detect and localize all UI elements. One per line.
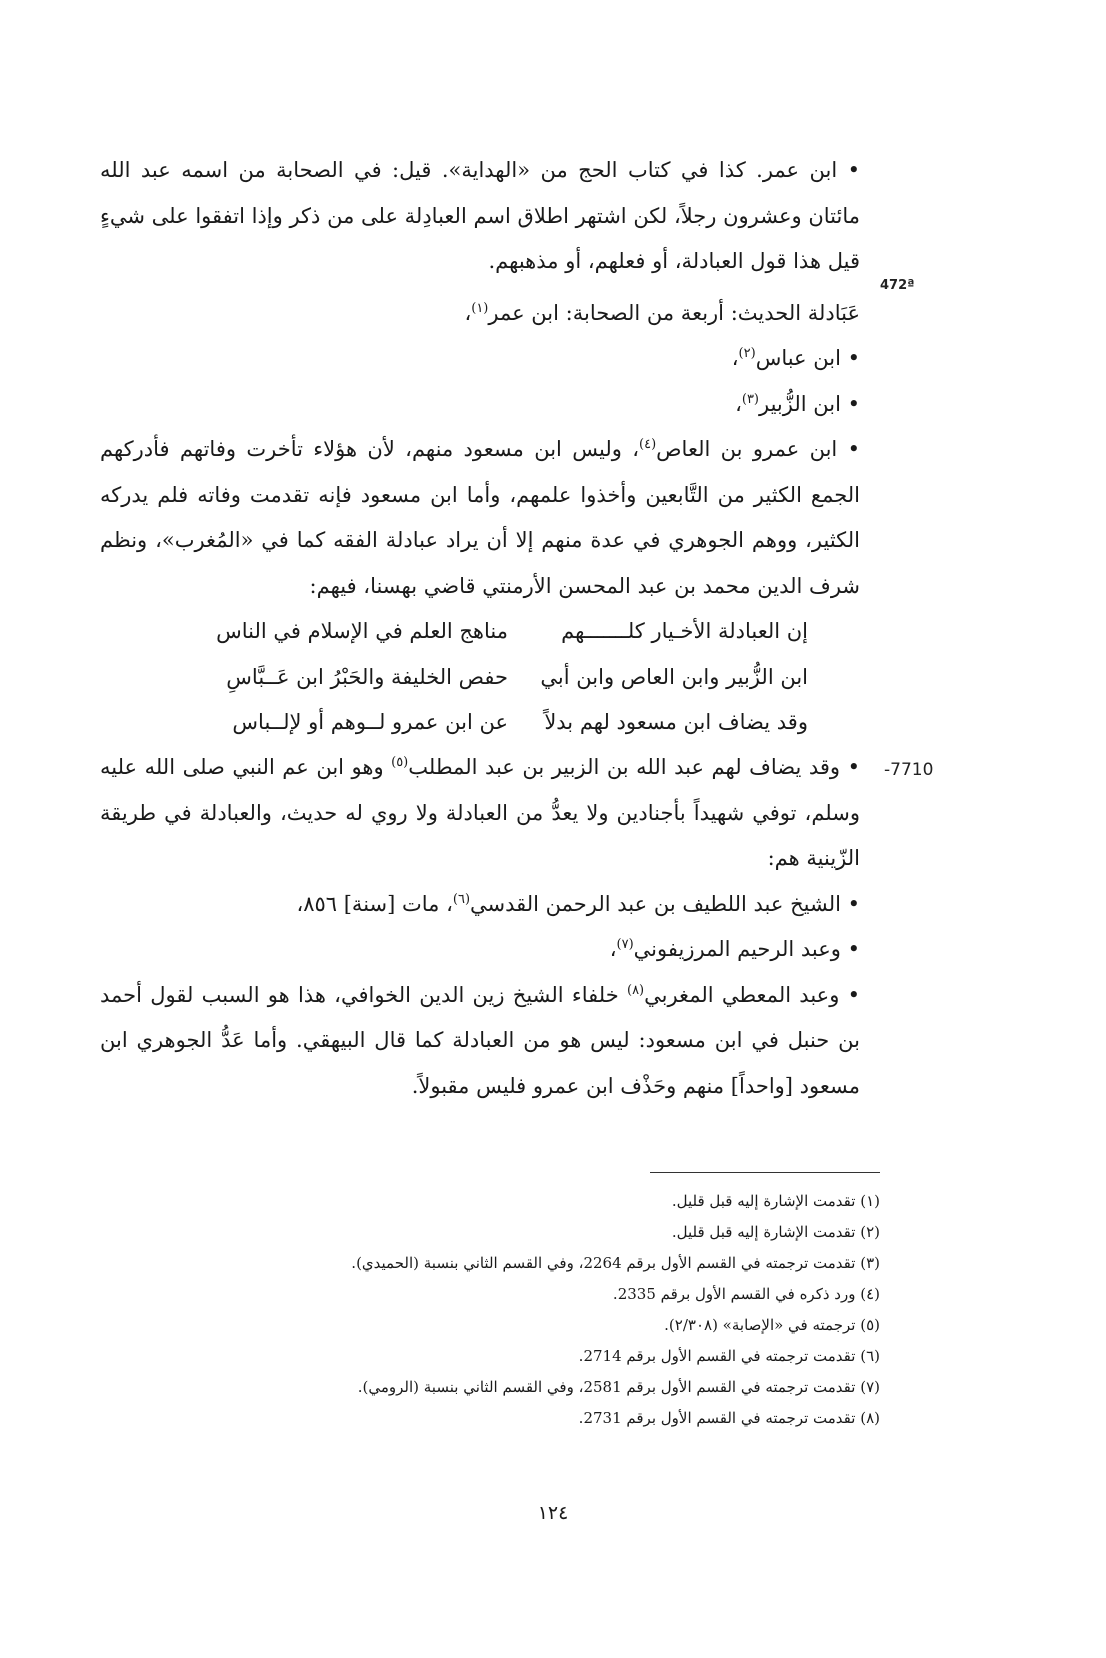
item-text: • وعبد الرحيم المرزيفوني [633, 937, 860, 961]
item-punct: ، [731, 346, 739, 370]
list-item [100, 427, 860, 609]
poem-verse [100, 609, 860, 655]
item-punct: ، [735, 391, 742, 416]
footnote: (٤) ورد ذكره في القسم الأول برقم 2335. [612, 1285, 880, 1303]
margin-marker-472: 472ª [880, 278, 915, 293]
list-item [100, 382, 860, 428]
paragraph-ibn-umar [100, 148, 860, 285]
item-text-rest: ، مات [سنة] ٨٥٦، [296, 891, 453, 916]
heading-text: عَبَادلة الحديث: أربعة من الصحابة: ابن عمر [488, 300, 860, 325]
item-text: • ابن الزُّبير [759, 391, 860, 416]
footnote-ref-4[interactable]: (٤) [639, 437, 657, 452]
list-item [100, 745, 860, 882]
footnote-ref-6[interactable]: (٦) [452, 891, 471, 907]
footnote-ref-3[interactable]: (٣) [741, 391, 759, 407]
footnote: (٥) ترجمته في «الإصابة» (٢/٣٠٨). [664, 1316, 880, 1334]
footnote-separator [650, 1172, 880, 1173]
footnote: (٦) تقدمت ترجمته في القسم الأول برقم 2714. [578, 1347, 880, 1365]
item-text-rest: ، وليس ابن مسعود منهم، لأن هؤلاء تأخرت وفاتهم فأدركهم الجمع الكثير من التَّابعين وأخذوا علمهم، وأما ابن مسعود فإنه تقدمت وفاته فلم يدركه الكثير، ووهم الجوهري في عدة منهم إلا أن يراد عبادلة الفقه كما في «المُغرب»، ونظم شرف الدين محمد بن عبد المحسن الأرمنتي قاضي بهسنا، فيهم: [100, 437, 860, 598]
poem-hemistich-first: إن العبادلة الأخـيار كلـــــــهم [561, 619, 808, 643]
item-text-rest: خلفاء الشيخ زين الدين الخوافي، هذا هو السبب لقول أحمد بن حنبل في ابن مسعود: ليس هو من العبادلة كما قال البيهقي. وأما عَدُّ الجوهري ابن مسعود [واحداً] منهم وحَذْف ابن عمرو فليس مقبولاً. [100, 982, 860, 1098]
list-item [100, 882, 860, 928]
item-text-rest: ، [609, 937, 617, 961]
poem-hemistich-second: حفص الخليفة والحَبْرُ ابن عَــبَّاسِ [226, 664, 508, 689]
item-text: • ابن عباس [755, 346, 860, 370]
footnotes [300, 1186, 880, 1434]
item-text-rest: وهو ابن عم النبي صلى الله عليه وسلم، توفي شهيداً بأجنادين ولا يعدُّ من العبادلة ولا روي له حديث، والعبادلة في طريقة الزّينية هم: [100, 755, 860, 870]
poem [100, 609, 860, 745]
footnote: (٢) تقدمت الإشارة إليه قبل قليل. [671, 1223, 880, 1241]
page-number: ١٢٤ [537, 1502, 569, 1524]
section-heading [100, 291, 860, 337]
main-text [100, 148, 860, 1109]
footnote-ref-7[interactable]: (٧) [616, 937, 634, 952]
poem-verse [100, 655, 860, 701]
poem-hemistich-first: ابن الزُّبير وابن العاص وابن أبي [540, 664, 808, 689]
footnote-ref-5[interactable]: (٥) [391, 755, 409, 770]
poem-hemistich-first: وقد يضاف ابن مسعود لهم بدلاً [544, 710, 808, 734]
item-text: • وعبد المعطي المغربي [644, 982, 860, 1007]
footnote-ref-2[interactable]: (٢) [738, 346, 756, 361]
heading-punct: ، [464, 300, 472, 325]
item-text: • وقد يضاف لهم عبد الله بن الزبير بن عبد المطلب [408, 755, 860, 779]
paragraph-text: • ابن عمر. كذا في كتاب الحج من «الهداية». قيل: في الصحابة من اسمه عبد الله مائتان وعشرون رجلاً، لكن اشتهر اطلاق اسم العبادِلة على من ذكر وإذا اتفقوا على شيءٍ قيل هذا قول العبادلة، أو فعلهم، أو مذهبهم. [100, 158, 860, 273]
poem-verse [100, 700, 860, 746]
item-text: • ابن عمرو بن العاص [656, 437, 860, 461]
footnote: (٣) تقدمت ترجمته في القسم الأول برقم 2264، وفي القسم الثاني بنسبة (الحميدي). [351, 1254, 880, 1272]
footnote: (١) تقدمت الإشارة إليه قبل قليل. [671, 1192, 880, 1210]
footnote-ref-1[interactable]: (١) [471, 300, 489, 316]
entry-number-7710: -7710 [884, 760, 934, 780]
item-text: • الشيخ عبد اللطيف بن عبد الرحمن القدسي [470, 891, 860, 916]
footnote: (٨) تقدمت ترجمته في القسم الأول برقم 2731. [578, 1409, 880, 1427]
footnote-ref-8[interactable]: (٨) [626, 982, 645, 998]
list-item [100, 336, 860, 382]
poem-hemistich-second: مناهج العلم في الإسلام في الناس [216, 619, 508, 643]
list-item [100, 927, 860, 973]
poem-hemistich-second: عن ابن عمرو لــوهم أو لإلــباس [232, 710, 508, 734]
list-item [100, 973, 860, 1110]
footnote: (٧) تقدمت ترجمته في القسم الأول برقم 2581، وفي القسم الثاني بنسبة (الرومي). [357, 1378, 880, 1396]
